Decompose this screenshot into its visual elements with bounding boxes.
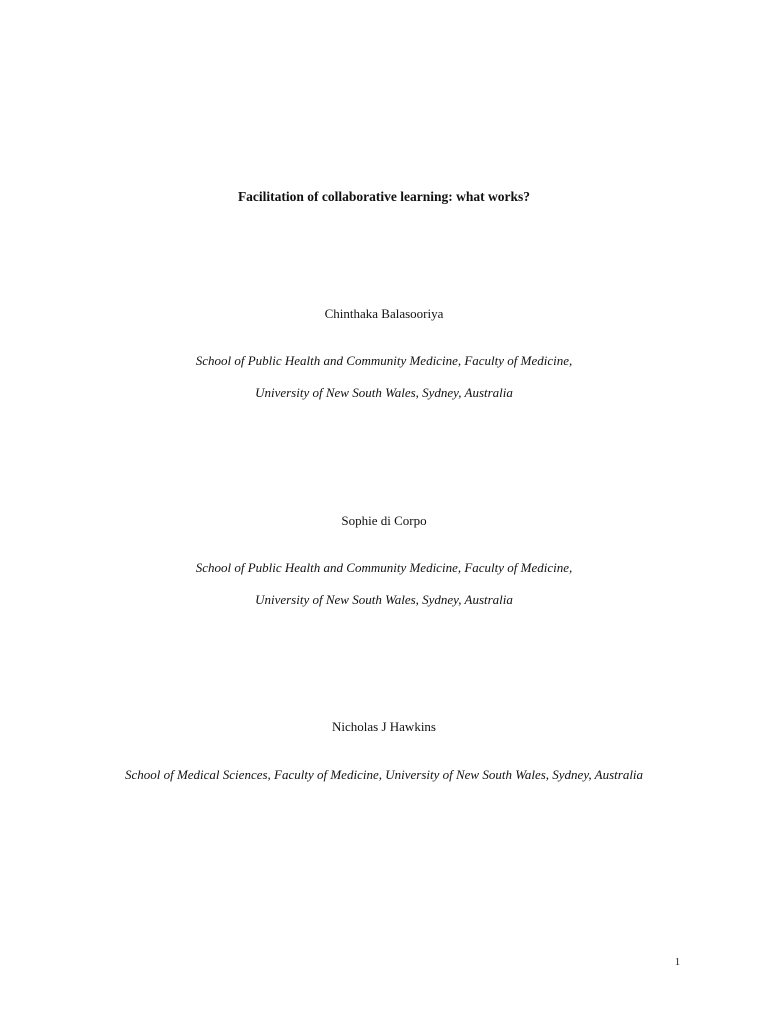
author-2-affiliation-line-2: University of New South Wales, Sydney, Australia	[255, 592, 513, 607]
author-2-affiliation-line-1: School of Public Health and Community Medicine, Faculty of Medicine,	[195, 560, 573, 575]
author-name-3: Nicholas J Hawkins	[332, 719, 436, 734]
author-name-1: Chinthaka Balasooriya	[324, 306, 444, 321]
author-name-2: Sophie di Corpo	[341, 513, 427, 528]
paper-title: Facilitation of collaborative learning: what works?	[237, 189, 531, 204]
author-1-affiliation-line-2: University of New South Wales, Sydney, Australia	[255, 385, 513, 400]
page-number: 1	[675, 957, 680, 968]
author-1-affiliation-line-1: School of Public Health and Community Medicine, Faculty of Medicine,	[195, 353, 573, 368]
author-3-affiliation-line-1: School of Medical Sciences, Faculty of Medicine, University of New South Wales, Sydney, Australia	[124, 767, 644, 782]
